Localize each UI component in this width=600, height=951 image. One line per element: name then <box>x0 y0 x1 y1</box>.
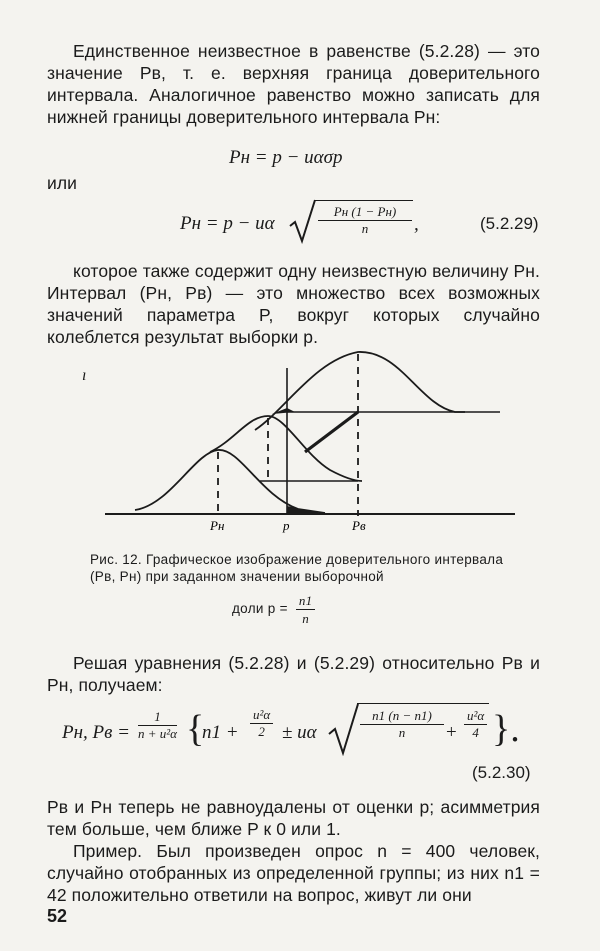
label-pn: Pн <box>210 518 225 533</box>
caption-frac-den: n <box>302 611 310 626</box>
paragraph-interval: которое также содержит одну неизвестную величину Pн. Интервал (Pн, Pв) — это множество всех возможных значений параметра P, вокруг которых случайно колеблется результат выборки p. <box>47 261 540 347</box>
label-p: p <box>283 518 290 533</box>
eq3-radicand-b <box>464 708 487 741</box>
eq3-lhs: Pн, Pв = <box>62 722 130 743</box>
eq2-radicand-den: n <box>361 221 369 236</box>
eq3-half-num: u²α <box>250 707 273 724</box>
eq2-label: (5.2.29) <box>480 214 539 233</box>
eq3-rad-b-den: 4 <box>472 725 479 740</box>
equation-lower-bound: Pн = p − uασp <box>229 147 343 168</box>
word-or: или <box>47 173 78 193</box>
page-number: 52 <box>47 906 68 926</box>
paragraph-intro: Единственное неизвестное в равенстве (5.2.28) — это значение Pв, т. е. верхняя граница доверительного интервала. Аналогичное равенство можно записать для нижней границы доверительного интервала Pн: <box>47 41 540 127</box>
paragraph-solving: Решая уравнения (5.2.28) и (5.2.29) относительно Pв и Pн, получаем: <box>47 653 540 695</box>
eq3-prefactor <box>138 709 177 742</box>
eq2-lhs: Pн = p − uα <box>180 213 275 234</box>
figure-caption-formula <box>232 592 315 627</box>
eq2-radicand <box>318 204 412 237</box>
paragraph-asymmetry: Pв и Pн теперь не равноудалены от оценки p; асимметрия тем больше, чем ближе P к 0 или 1. <box>47 797 540 839</box>
eq3-half-den: 2 <box>258 724 265 739</box>
eq3-pm: ± uα <box>282 722 317 743</box>
eq3-radical-bar <box>357 703 489 704</box>
eq3-rad-b-num: u²α <box>464 708 487 725</box>
eq3-rad-a-num: n1 (n − n1) <box>360 708 444 725</box>
radical-sign <box>288 198 318 244</box>
paragraph-example: Пример. Был произведен опрос n = 400 человек, случайно отобранных из определенной группы; из них n1 = 42 положительно ответили на вопрос, живут ли они <box>47 841 540 905</box>
radical-bar <box>315 200 413 201</box>
book-page: Единственное неизвестное в равенстве (5.2.28) — это значение Pв, т. е. верхняя граница доверительного интервала. Аналогичное равенство можно записать для нижней границы доверительного интервала Pн: Pн = p − uασp или Pн = p − uα Pн (1 − Pн) n , (5.2.29) которое также содержит одну неизвестную величину Pн. Интервал (Pн, Pв) — это множество всех возможных значений параметра P, вокруг которых случайно колеблется результат выборки p. ı Pн p Pв Рис. 12. Графическое изображение доверительного интервала (Pв, Pн) при заданном значении выборочной доли p = $\frac{n1}{n}$ Решая уравнения (5.2.28) и (5.2.29) относительно Pв и Pн, получаем: Pн, Pв = $\frac{1}{\text{n + u²α}}$ { n1 + $\frac{\text{u²α}}{2}$ ± uα $\frac{n1 (n - n1)}{n}$ + $\frac{\text{u²α}}{4}$ }. (5.2.30) Pв и Pн теперь не равноудалены от оценки p; асимметрия тем больше, чем ближе P к 0 или 1. Пример. Был произведен опрос n = 400 человек, случайно отобранных из определенной группы; из них n1 = 42 положительно ответили на вопрос, живут ли они 52 <box>47 41 540 926</box>
eq3-rad-a-den: n <box>398 725 406 740</box>
eq3-open-brace: { <box>186 708 205 750</box>
eq3-label: (5.2.30) <box>472 763 531 782</box>
diagonal-link <box>305 412 358 452</box>
figure-12-confidence-interval <box>100 340 520 535</box>
label-pv: Pв <box>352 518 366 533</box>
eq3-radicand-a <box>360 708 444 741</box>
eq3-n1: n1 + <box>202 722 239 743</box>
tail-upper <box>272 408 295 414</box>
eq3-radical-sign <box>327 702 361 756</box>
caption-frac-num: n1 <box>296 592 316 610</box>
eq3-pre-den: n + u²α <box>138 726 177 741</box>
eq3-plus: + <box>446 722 457 743</box>
eq3-close-brace: }. <box>492 708 520 750</box>
eq2-radicand-num: Pн (1 − Pн) <box>318 204 412 221</box>
caption-formula-text: доли p = <box>232 601 288 617</box>
eq3-pre-num: 1 <box>138 709 177 726</box>
figure-caption: Рис. 12. Графическое изображение доверительного интервала (Pв, Pн) при заданном значении выборочной <box>90 552 504 584</box>
margin-mark: ı <box>82 367 87 384</box>
eq3-half-term <box>250 707 273 740</box>
